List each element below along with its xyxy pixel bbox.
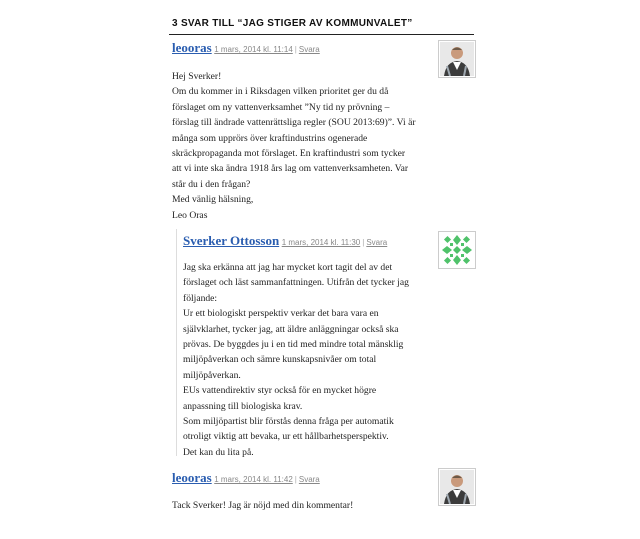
heading-divider: [169, 34, 474, 35]
comment-line: Med vänlig hälsning,: [172, 194, 254, 206]
comment-line: Det kan du lita på.: [183, 446, 254, 458]
comment-body: [172, 69, 416, 223]
comment-line: miljöpåverkan och sämre kunskapsnivåer om total: [183, 354, 377, 366]
comment-line: otroligt viktig att bevaka, ur ett hållbarhetsperspektiv.: [183, 431, 389, 443]
person-photo-icon: [440, 470, 474, 504]
comment-line: många som upprörs över kraftindustrins ogenerade: [172, 132, 368, 144]
comment-1: [172, 42, 416, 223]
meta-separator: |: [294, 45, 297, 54]
reply-link[interactable]: Svara: [366, 238, 388, 247]
comment-date-link[interactable]: 1 mars, 2014 kl. 11:42: [214, 475, 293, 484]
avatar[interactable]: [438, 231, 476, 269]
comment-meta: [172, 42, 416, 56]
comment-body: [172, 498, 353, 513]
comment-author-link[interactable]: Sverker Ottosson: [183, 233, 280, 248]
comment-line: Om du kommer in i Riksdagen vilken prioritet ger du då: [172, 86, 389, 98]
comment-line: följande:: [183, 292, 218, 304]
comment-author-link[interactable]: leooras: [172, 40, 212, 55]
meta-separator: |: [294, 475, 297, 484]
comment-line: självklarhet, tycker jag, att äldre anläggningar också ska: [183, 323, 399, 335]
reply-link[interactable]: Svara: [298, 45, 320, 54]
comment-line: Jag ska erkänna att jag har mycket kort tagit del av det: [183, 262, 393, 273]
comment-line: skräckpropaganda mot förslaget. En kraftindustri som tycker: [172, 148, 406, 160]
person-photo-icon: [440, 42, 474, 76]
comment-2-reply: [183, 235, 409, 460]
comments-heading: 3 SVAR TILL “JAG STIGER AV KOMMUNVALET”: [172, 18, 413, 29]
comment-line: EUs vattendirektiv styr också för en mycket högre: [183, 385, 377, 397]
comment-line: förslaget om ny vattenverksamhet ”Ny tid ny prövning –: [172, 101, 390, 113]
comment-3: [172, 472, 353, 513]
comment-date-link[interactable]: 1 mars, 2014 kl. 11:14: [214, 45, 293, 54]
comment-line: att vi inte ska ändra 1918 års lag om vattenverksamheten. Var: [172, 163, 409, 175]
comment-line: prövas. De byggdes ju i en tid med mindre total mänsklig: [183, 339, 404, 351]
avatar[interactable]: [438, 468, 476, 506]
identicon-avatar-icon: [440, 233, 474, 267]
avatar[interactable]: [438, 40, 476, 78]
meta-separator: |: [362, 238, 365, 247]
comment-line: förslag till ändrade vattenrättsliga regler (SOU 2013:69)”. Vi är: [172, 117, 416, 129]
reply-link[interactable]: Svara: [298, 475, 320, 484]
comment-body: [183, 260, 409, 460]
reply-indent-border: [176, 229, 177, 456]
comment-date-link[interactable]: 1 mars, 2014 kl. 11:30: [281, 238, 361, 247]
comment-line: Leo Oras: [172, 209, 208, 221]
comment-line: förslaget och läst sammanfattningen. Utifrån det tycker jag: [183, 277, 409, 289]
comment-line: Som miljöpartist blir förstås denna fråga per automatik: [183, 416, 394, 428]
comment-meta: [172, 472, 353, 486]
comment-line: Hej Sverker!: [172, 71, 222, 82]
comment-line: står du i den frågan?: [172, 178, 251, 190]
comment-author-link[interactable]: leooras: [172, 470, 212, 485]
comment-line: anpassning till biologiska krav.: [183, 400, 303, 412]
comment-meta: [183, 235, 409, 249]
comment-line: miljöpåverkan.: [183, 369, 241, 381]
comment-line: Ur ett biologiskt perspektiv verkar det bara vara en: [183, 308, 379, 320]
comment-line: Tack Sverker! Jag är nöjd med din kommentar!: [172, 500, 354, 511]
